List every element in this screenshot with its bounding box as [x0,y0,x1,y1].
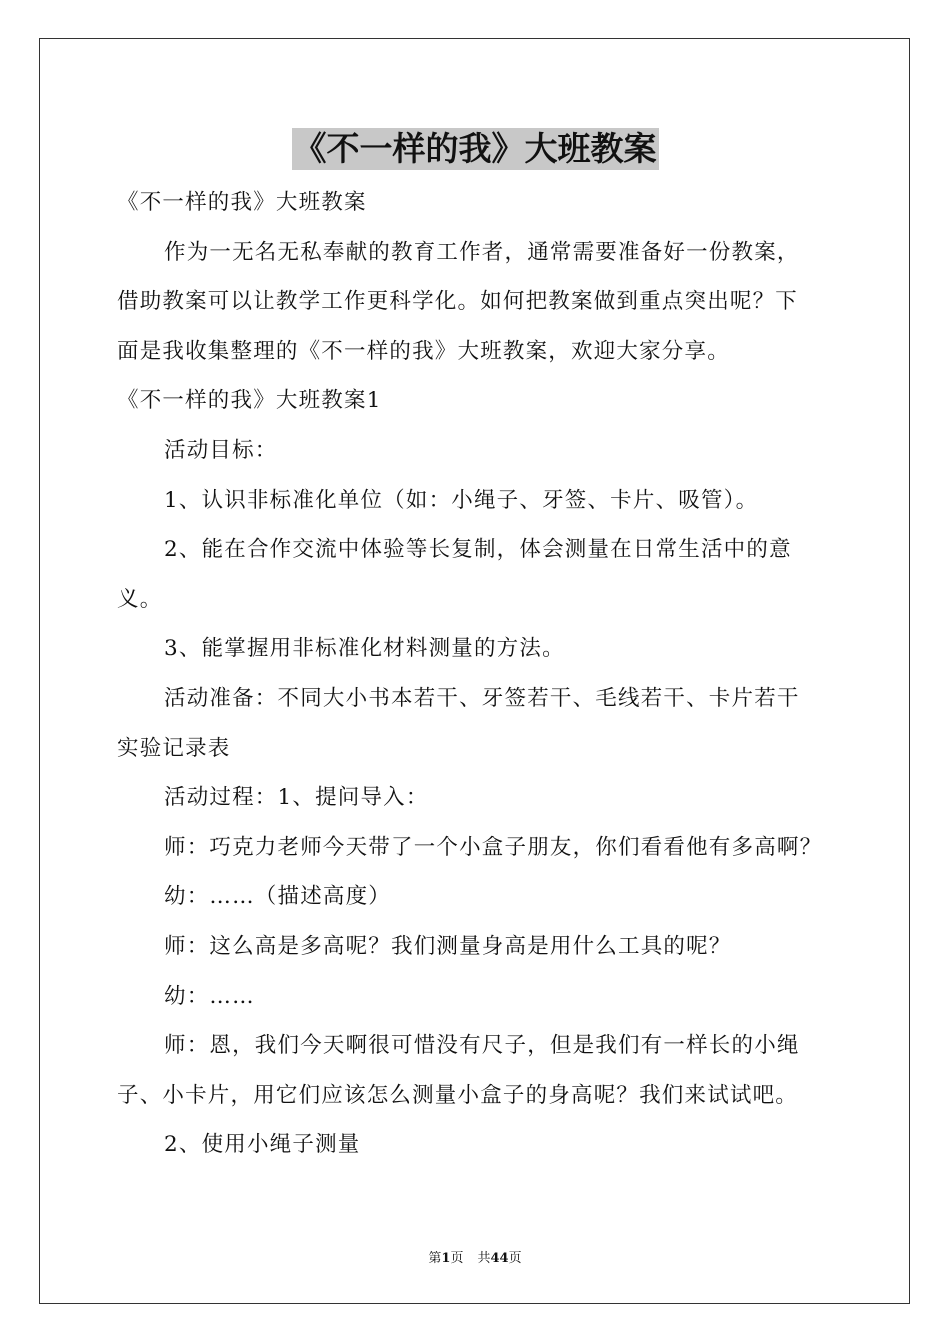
document-body [117,178,837,1170]
paragraph: 幼：……（描述高度） [164,884,392,910]
page-total: 44 [490,1251,509,1266]
paragraph: 借助教案可以让教学工作更科学化。如何把教案做到重点突出呢？下 [117,289,799,315]
page-footer [0,1247,950,1266]
paragraph: 子、小卡片，用它们应该怎么测量小盒子的身高呢？我们来试试吧。 [117,1082,799,1108]
paragraph: 活动过程：1、提问导入： [164,785,429,811]
paragraph: 作为一无名无私奉献的教育工作者，通常需要准备好一份教案， [164,239,800,265]
document-title: 《不一样的我》大班教案 [293,129,657,168]
paragraph: 《不一样的我》大班教案 [117,190,367,215]
page-prefix: 第 [428,1251,442,1266]
paragraph: 活动准备：不同大小书本若干、牙签若干、毛线若干、卡片若干 [164,685,800,711]
paragraph: 师：这么高是多高呢？我们测量身高是用什么工具的呢？ [164,933,732,959]
title-container [0,128,950,170]
paragraph: 3、能掌握用非标准化材料测量的方法。 [164,636,565,662]
paragraph: 面是我收集整理的《不一样的我》大班教案，欢迎大家分享。 [117,338,730,364]
paragraph: 师：巧克力老师今天带了一个小盒子朋友，你们看看他有多高啊？ [164,834,823,860]
paragraph: 师：恩，我们今天啊很可惜没有尺子，但是我们有一样长的小绳 [164,1033,800,1059]
total-suffix: 页 [508,1251,522,1266]
paragraph: 2、使用小绳子测量 [164,1132,361,1158]
paragraph: 实验记录表 [117,735,231,761]
paragraph: 2、能在合作交流中体验等长复制，体会测量在日常生活中的意 [164,537,792,563]
paragraph: 活动目标： [164,437,278,463]
paragraph: 义。 [117,586,163,612]
paragraph: 1、认识非标准化单位（如：小绳子、牙签、卡片、吸管）。 [164,487,759,513]
paragraph: 幼：…… [164,983,255,1009]
section-heading: 《不一样的我》大班教案1 [117,388,382,414]
total-prefix: 共 [477,1251,491,1266]
page-current: 1 [441,1251,451,1266]
page-suffix: 页 [450,1251,464,1266]
